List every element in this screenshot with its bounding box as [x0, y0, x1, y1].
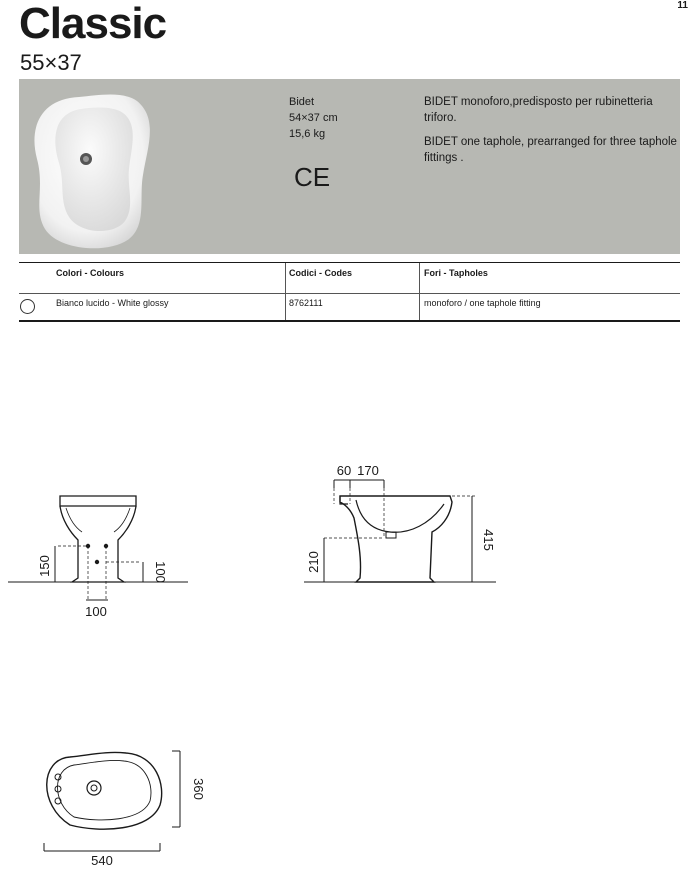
page-subtitle: 55×37 [20, 50, 82, 75]
bidet-photo [19, 79, 279, 254]
table-header-rule [19, 293, 680, 294]
side-dim-415: 415 [481, 529, 496, 551]
side-dim-170: 170 [357, 463, 379, 478]
product-weight: 15,6 kg [289, 128, 326, 140]
front-dim-100-height: 100 [153, 561, 168, 583]
product-description [424, 94, 680, 174]
side-dim-210: 210 [306, 551, 321, 573]
table-divider [285, 263, 286, 321]
description-english: BIDET one taphole, prearranged for three taphole fittings . [424, 136, 677, 164]
product-spec [289, 94, 338, 142]
table-divider [419, 263, 420, 321]
table-bottom-rule [19, 320, 680, 322]
table-header-codes: Codici - Codes [289, 268, 353, 278]
table-cell-tapholes: monoforo / one taphole fitting [424, 298, 541, 308]
product-size: 54×37 cm [289, 112, 338, 124]
side-view-drawing [300, 458, 500, 598]
ce-mark: CE [294, 162, 331, 192]
front-dim-100-width: 100 [85, 604, 107, 619]
top-view-drawing [30, 745, 210, 875]
page-title: Classic [19, 0, 167, 48]
side-dim-60: 60 [336, 463, 352, 478]
table-cell-colour: Bianco lucido - White glossy [56, 298, 169, 308]
top-dim-540: 540 [91, 853, 113, 868]
front-view-drawing [0, 480, 200, 630]
table-header-tapholes: Fori - Tapholes [424, 268, 488, 278]
table-top-rule [19, 262, 680, 263]
table-header-colours: Colori - Colours [56, 268, 124, 278]
description-italian: BIDET monoforo,predisposto per rubinetteria triforo. [424, 96, 653, 124]
product-type: Bidet [289, 96, 315, 108]
colour-swatch-white [20, 299, 35, 314]
front-dim-150: 150 [37, 555, 52, 577]
page-number: 11 [677, 0, 688, 11]
top-dim-360: 360 [191, 778, 206, 800]
table-cell-code: 8762111 [289, 298, 323, 308]
